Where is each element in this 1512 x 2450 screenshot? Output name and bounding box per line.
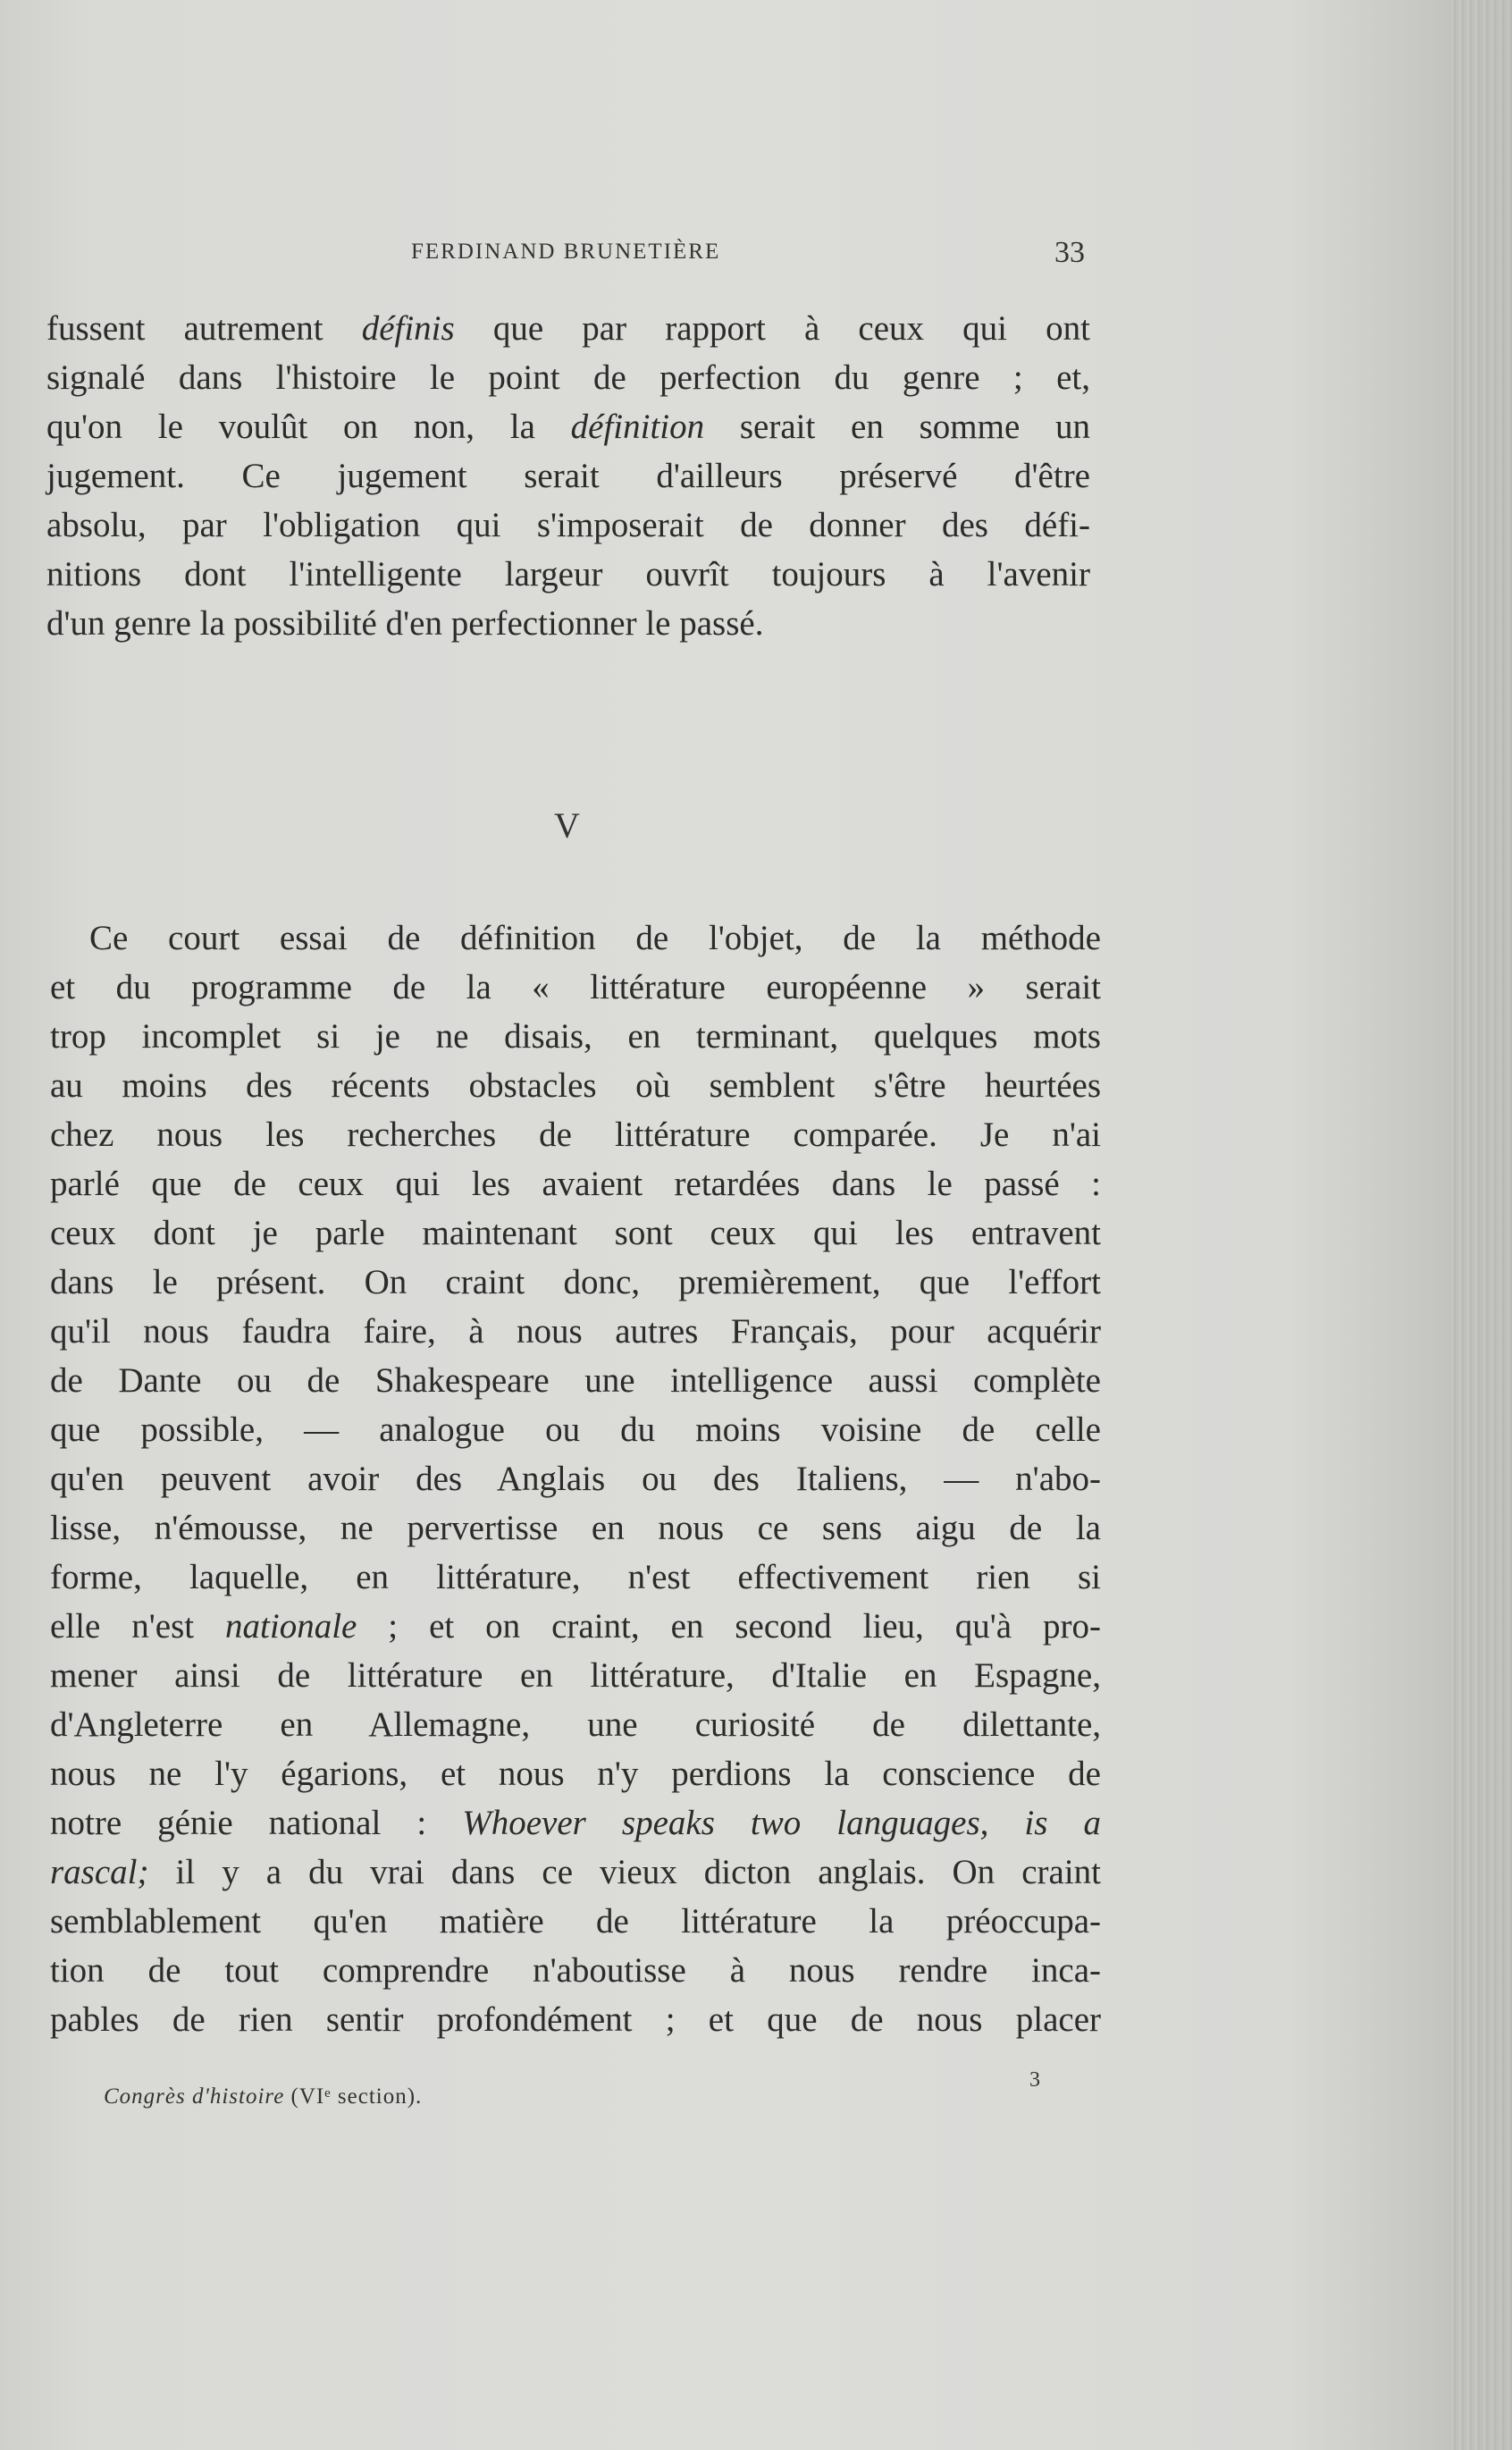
footer-note: [104, 2084, 422, 2109]
text-line: [46, 451, 1090, 501]
text-run: pables de rien sentir profondément ; et que de nous placer: [50, 2000, 1101, 2039]
italic-text: Whoever speaks two languages, is a: [462, 1804, 1101, 1842]
text-line: [46, 599, 1090, 648]
text-run: au moins des récents obstacles où semblent s'être heurtées: [50, 1066, 1101, 1105]
text-run: dans le présent. On craint donc, premièrement, que l'effort: [50, 1263, 1101, 1301]
text-line: [46, 353, 1090, 402]
text-run: qu'en peuvent avoir des Anglais ou des Italiens, — n'abo-: [50, 1460, 1101, 1498]
text-line: [50, 913, 1101, 963]
text-line: [50, 1749, 1101, 1798]
text-line: [50, 1848, 1101, 1897]
text-run: elle n'est: [50, 1607, 226, 1646]
text-line: [50, 1258, 1101, 1307]
text-run: il y a du vrai dans ce vieux dicton anglais. On craint: [148, 1853, 1101, 1891]
text-run: parlé que de ceux qui les avaient retardées dans le passé :: [50, 1165, 1101, 1203]
running-head: [411, 236, 1090, 275]
text-line: [50, 1602, 1101, 1651]
page-edge: [1449, 0, 1512, 2450]
paragraph-2: [50, 913, 1101, 2044]
text-line: [50, 1798, 1101, 1848]
text-line: [50, 1897, 1101, 1946]
text-run: semblablement qu'en matière de littérature la préoccupa-: [50, 1902, 1101, 1941]
text-line: [50, 1405, 1101, 1454]
text-line: [50, 1700, 1101, 1749]
footer-title: Congrès d'histoire: [104, 2084, 285, 2109]
text-run: serait en somme un: [704, 408, 1090, 446]
text-line: [46, 501, 1090, 550]
text-run: d'un genre la possibilité d'en perfectionner le passé.: [46, 604, 764, 643]
text-run: lisse, n'émousse, ne pervertisse en nous ce sens aigu de la: [50, 1509, 1101, 1547]
text-run: de Dante ou de Shakespeare une intelligence aussi complète: [50, 1361, 1101, 1400]
text-run: signalé dans l'histoire le point de perfection du genre ; et,: [46, 358, 1090, 397]
running-title: FERDINAND BRUNETIÈRE: [411, 240, 721, 264]
text-run: ; et on craint, en second lieu, qu'à pro-: [357, 1607, 1101, 1646]
text-run: nous ne l'y égarions, et nous n'y perdions la conscience de: [50, 1755, 1101, 1793]
text-line: [50, 1061, 1101, 1110]
text-run: jugement. Ce jugement serait d'ailleurs préservé d'être: [46, 457, 1090, 495]
text-run: chez nous les recherches de littérature comparée. Je n'ai: [50, 1116, 1101, 1154]
text-run: qu'il nous faudra faire, à nous autres Français, pour acquérir: [50, 1312, 1101, 1351]
italic-text: définis: [361, 309, 455, 348]
paragraph-1: [46, 304, 1090, 648]
text-line: [50, 1110, 1101, 1159]
text-line: [46, 550, 1090, 599]
text-line: [50, 963, 1101, 1012]
text-run: qu'on le voulût on non, la: [46, 408, 571, 446]
page-number: 33: [1054, 236, 1085, 269]
text-run: Ce court essai de définition de l'objet, de la méthode: [89, 919, 1101, 957]
text-run: fussent autrement: [46, 309, 362, 348]
italic-text: rascal;: [50, 1853, 149, 1891]
text-line: [50, 1995, 1101, 2044]
text-line: [46, 402, 1090, 451]
signature-mark: 3: [1029, 2068, 1040, 2092]
text-line: [50, 1553, 1101, 1602]
italic-text: nationale: [225, 1607, 357, 1646]
text-run: notre génie national :: [50, 1804, 463, 1842]
text-line: [50, 1208, 1101, 1258]
text-line: [50, 1012, 1101, 1061]
text-run: que par rapport à ceux qui ont: [454, 309, 1090, 348]
text-run: mener ainsi de littérature en littérature, d'Italie en Espagne,: [50, 1656, 1101, 1695]
text-run: d'Angleterre en Allemagne, une curiosité de dilettante,: [50, 1705, 1101, 1744]
text-run: trop incomplet si je ne disais, en terminant, quelques mots: [50, 1017, 1101, 1056]
text-line: [50, 1454, 1101, 1503]
text-line: [50, 1159, 1101, 1208]
text-line: [50, 1503, 1101, 1553]
text-run: et du programme de la « littérature européenne » serait: [50, 968, 1101, 1006]
text-run: nitions dont l'intelligente largeur ouvrît toujours à l'avenir: [46, 555, 1090, 594]
text-line: [46, 304, 1090, 353]
text-run: tion de tout comprendre n'aboutisse à nous rendre inca-: [50, 1951, 1101, 1990]
text-run: ceux dont je parle maintenant sont ceux qui les entravent: [50, 1214, 1101, 1252]
text-line: [50, 1307, 1101, 1356]
text-line: [50, 1946, 1101, 1995]
text-line: [50, 1356, 1101, 1405]
section-numeral: V: [554, 805, 580, 846]
footer-section: (VIᵉ section).: [284, 2084, 423, 2109]
text-run: que possible, — analogue ou du moins voisine de celle: [50, 1410, 1101, 1449]
text-line: [50, 1651, 1101, 1700]
text-run: forme, laquelle, en littérature, n'est effectivement rien si: [50, 1558, 1101, 1596]
text-run: absolu, par l'obligation qui s'imposerait de donner des défi-: [46, 506, 1090, 544]
italic-text: définition: [570, 408, 705, 446]
